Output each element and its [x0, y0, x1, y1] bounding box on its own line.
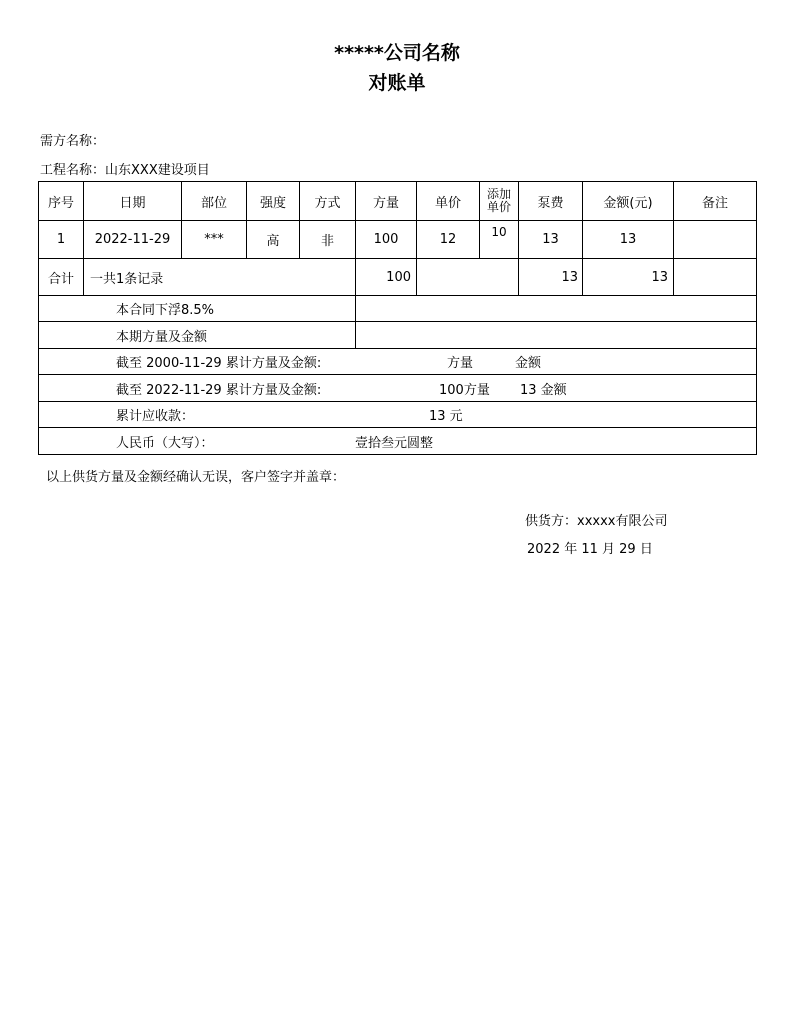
project-label: 工程名称：: [40, 163, 106, 178]
cumulative-2000-amount: 金额: [515, 356, 542, 371]
row-date: 2022-11-29: [94, 232, 171, 247]
project-line: [40, 159, 210, 178]
row-strength: 高: [266, 234, 280, 249]
receivable-value: 13 元: [429, 409, 463, 424]
header-seq: 序号: [47, 195, 74, 211]
header-method: 方式: [314, 195, 341, 211]
total-description: 一共1条记录: [90, 271, 164, 287]
grid-line: [756, 181, 757, 455]
row-extra-price: 10: [491, 225, 507, 239]
header-date: 日期: [119, 195, 146, 211]
row-remark: [674, 221, 756, 258]
row-unit-price: 12: [439, 232, 457, 247]
grid-line: [38, 454, 757, 455]
rmb-label: 人民币（大写）：: [116, 435, 214, 451]
project-value: 山东XXX建设项目: [105, 163, 210, 178]
cumulative-2000-label: 截至 2000-11-29 累计方量及金额:: [116, 356, 322, 371]
period-label: 本期方量及金额: [116, 329, 208, 345]
cumulative-2022-amount: 13 金额: [520, 382, 567, 398]
receivable-label: 累计应收款：: [116, 409, 195, 424]
cumulative-2022-volume: 100方量: [439, 382, 490, 398]
total-volume: 100: [386, 269, 411, 285]
header-part: 部位: [200, 195, 227, 211]
header-pump-fee: 泵费: [537, 195, 564, 211]
buyer-label: 需方名称：: [40, 134, 106, 149]
confirmation-text: 以上供货方量及金额经确认无误，客户签字并盖章：: [46, 470, 346, 485]
document-title: 对账单: [368, 72, 426, 94]
header-strength: 强度: [259, 195, 286, 211]
row-part: ***: [204, 232, 224, 247]
float-note: 本合同下浮8.5%: [116, 303, 215, 318]
company-title: *****公司名称: [334, 42, 460, 64]
rmb-value: 壹拾叁元圆整: [355, 435, 434, 451]
cumulative-2000-volume: 方量: [447, 356, 474, 371]
row-amount: 13: [619, 232, 637, 247]
header-amount: 金额(元): [603, 195, 653, 211]
header-unit-price: 单价: [434, 195, 461, 211]
buyer-line: [40, 130, 105, 149]
total-pump-fee: 13: [561, 269, 578, 285]
total-amount: 13: [651, 269, 668, 285]
header-remark: 备注: [701, 195, 728, 211]
row-seq: 1: [56, 232, 66, 247]
row-volume: 100: [373, 232, 399, 247]
row-pump-fee: 13: [542, 232, 559, 247]
header-volume: 方量: [372, 195, 399, 211]
total-label: 合计: [47, 271, 74, 287]
header-extra-price: 添加 单价: [486, 187, 511, 214]
row-method: 非: [320, 234, 334, 249]
supplier-name: 供货方：xxxxx有限公司: [525, 514, 668, 529]
cumulative-2022-label: 截至 2022-11-29 累计方量及金额:: [116, 382, 322, 398]
statement-date: 2022 年 11 月 29 日: [527, 542, 653, 557]
